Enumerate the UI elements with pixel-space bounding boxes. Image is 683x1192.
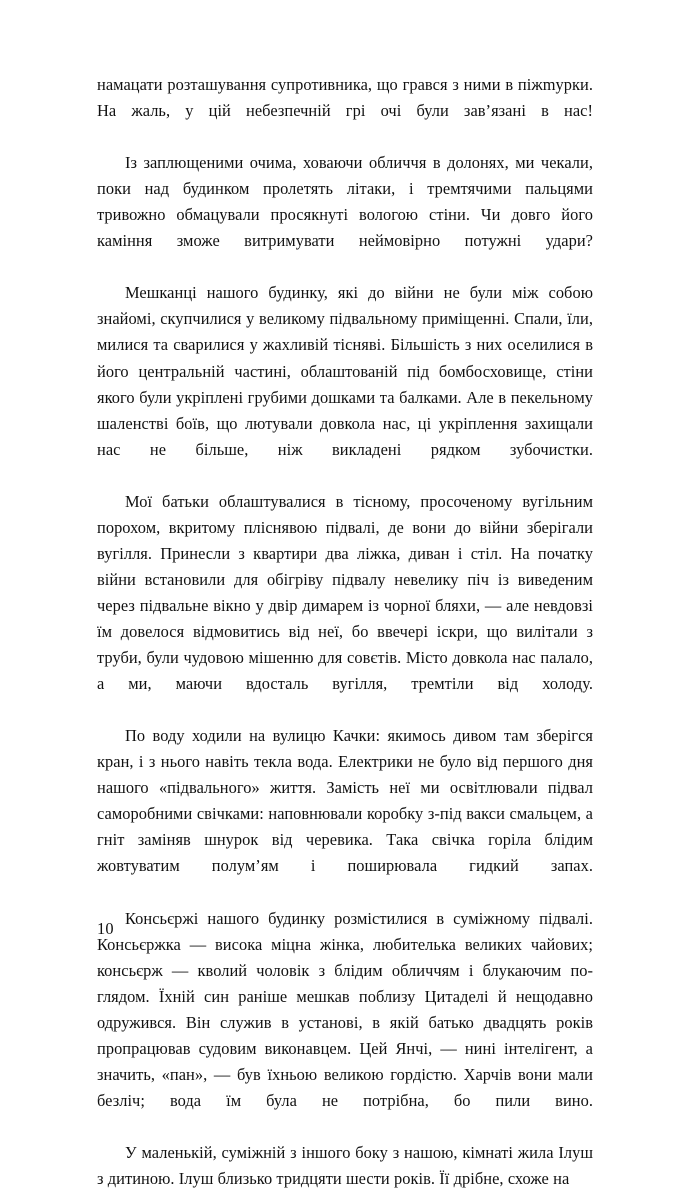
paragraph: По воду ходили на вулицю Качки: якимось дивом там зберігся кран, і з нього навіть текла вода. Електрики не було від першого дня нашого «підвального» життя. Замість неї ми освітлювали підвал саморобними свічками: наповнювали коробку з-під вакси смальцем, а гніт заміняв шнурок від черевика. Така свічка горіла блідим жовтуватим полум’ям і поширювала гидкий запах. [97,726,593,876]
page-number: 10 [97,919,114,938]
paragraph: Мої батьки облаштувалися в тісному, просоченому вугільним порохом, вкритому пліснявою підвалі, де вони до війни зберігали вугілля. Принесли з квартири два ліжка, диван і стіл. На початку війни встановили для обігріву підвалу невелику піч із виведеним через підвальне вікно у двір димарем із чорної бляхи, — але невдовзі їм довелося відмовитись від неї, бо ввечері іскри, що вилітали з труби, були чудовою мішенню для совєтів. Місто довкола нас палало, а ми, маючи вдосталь вугілля, тремтіли від холоду. [97,491,593,694]
paragraph: Консьєржі нашого будинку розмістилися в суміжному підвалі. Консьєржка — висока міцна жінка, любителька великих чайових; консьєрж — кволий чоловік з блідим обличчям і блукаючим поглядом. Їхній син раніше мешкав поблизу Цитаделі й нещодавно одружився. Він служив в установі, в якій батько двадцять років пропрацював судовим виконавцем. Цей Янчі, — нині інтелігент, а значить, «пан», — був їхньою великою гордістю. Харчів вони мали безліч; вода їм була не потрібна, бо пили вино. [97,908,593,1110]
paragraph: Із заплющеними очима, ховаючи обличчя в долонях, ми чекали, поки над будинком пролетять літаки, і тремтячими пальцями тривожно обмацували просякнуті вологою стіни. Чи довго його каміння зможе витримувати неймовірно потужні удари? [97,153,593,251]
paragraph: У маленькій, суміжній з іншого боку з нашою, кімнаті жила Ілуш з дитиною. Ілуш близько тридцяти шести років. Її дрібне, схоже на [97,1142,593,1188]
paragraph: Мешканці нашого будинку, які до війни не були між собою знайомі, скупчилися у великому підвальному приміщенні. Спали, їли, милися та сварилися у жахливій тісняві. Більшість з них оселилися в його центральній частині, облаштованій під бомбосховище, стіни якого були укріплені грубими дошками та балками. Але в пекельному шаленстві боїв, що лютували довкола нас, ці укріплення захищали нас не більше, ніж викладені рядком зубочистки. [97,283,593,459]
page-text-block [97,72,593,1192]
paragraph-continued: намацати розташування супротивника, що грався з ними в піжmурки. На жаль, у цій небезпечній грі очі були зав’язані в нас! [97,75,593,121]
